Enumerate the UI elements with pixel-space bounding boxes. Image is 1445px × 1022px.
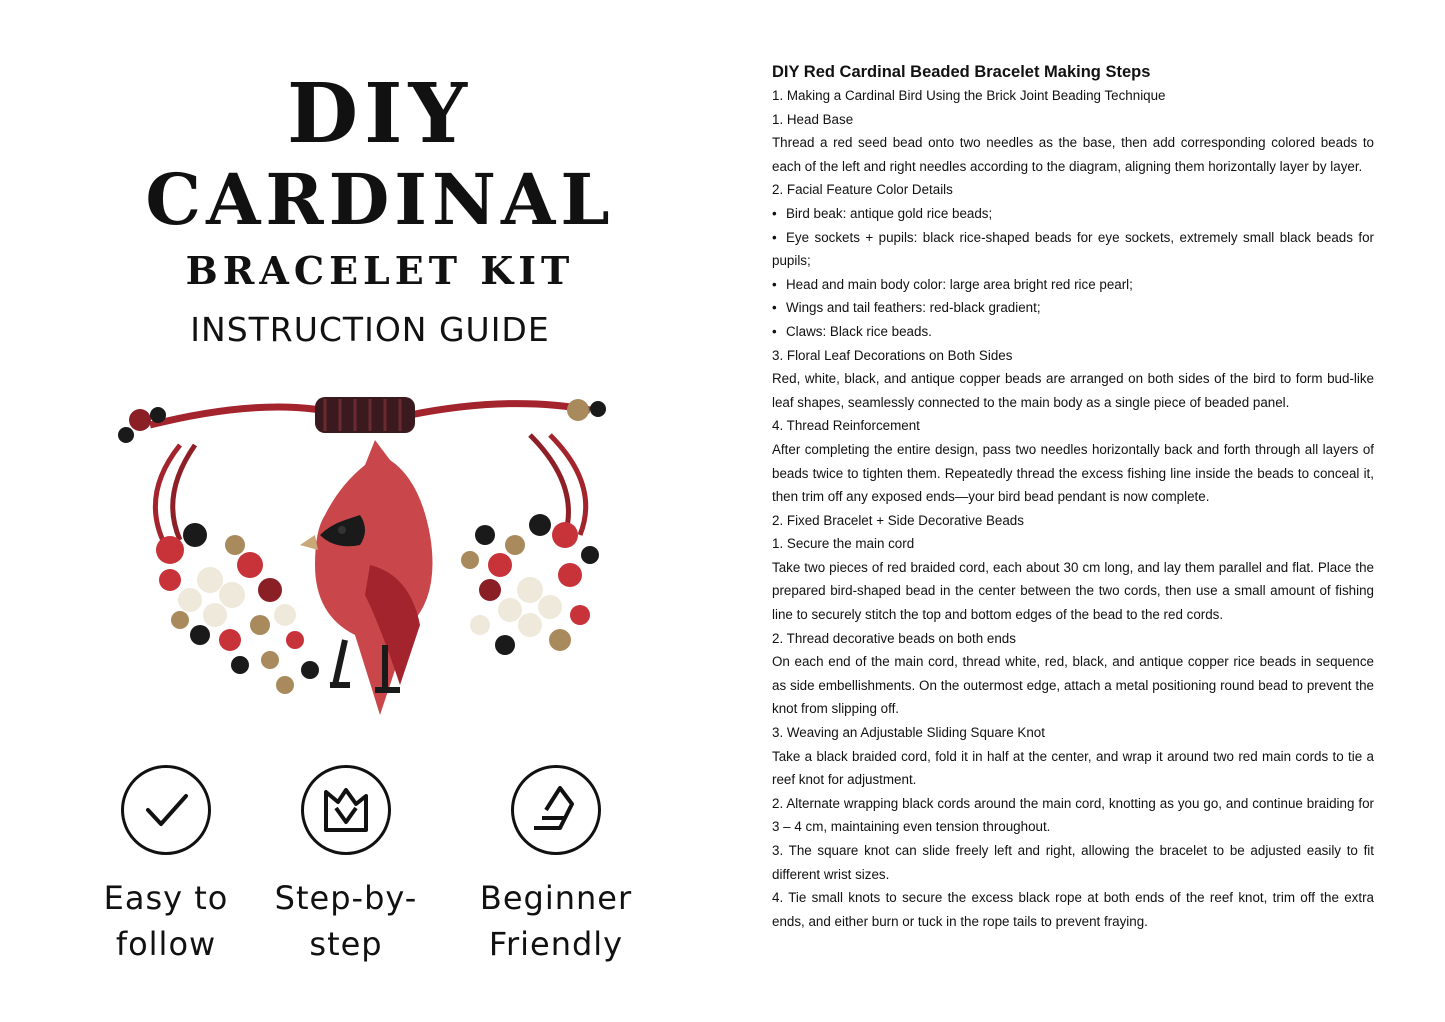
bullet-item: • Eye sockets + pupils: black rice-shaped beads for eye sockets, extremely small black beads for pupils; [772,226,1374,273]
feature-easy-to-follow [66,765,266,967]
instruction-line: 4. Thread Reinforcement [772,418,920,434]
instruction-line: 2. Thread decorative beads on both ends [772,630,1016,646]
instruction-line: On each end of the main cord, thread white, red, black, and antique copper rice beads in sequence as side embellishments. On the outermost edge, attach a metal positioning round bead to prevent the knot from slipping off. [772,654,1374,717]
instruction-line: Thread a red seed bead onto two needles as the base, then add corresponding colored beads to each of the left and right needles according to the diagram, aligning them horizontally layer by layer. [772,135,1374,174]
feature-label: Step-by- step [274,879,418,963]
instructions-panel [772,60,1374,933]
feature-label: Easy to follow [103,879,229,963]
instruction-line: Take a black braided cord, fold it in half at the center, and wrap it around two red main cords to tie a reef knot for adjustment. [772,748,1374,788]
bracelet-illustration [110,385,630,725]
feature-step-by-step [246,765,446,967]
triangle-a-icon [511,765,601,855]
instruction-line: 3. Weaving an Adjustable Sliding Square Knot [772,725,1045,741]
bullet-item: • Wings and tail feathers: red-black gradient; [772,296,1374,320]
cover-title-line3: BRACELET KIT [185,248,575,293]
instruction-line: Take two pieces of red braided cord, each about 30 cm long, and lay them parallel and flat. Place the prepared bird-shaped bead in the center between the two cords, then use a small amount of fishing line to securely stitch the top and bottom edges of the bead to the red cords. [772,559,1374,623]
instruction-line: 4. Tie small knots to secure the excess black rope at both ends of the reef knot, trim off the extra ends, and either burn or tuck in the rope tails to prevent fraying. [772,890,1374,929]
instructions-body [772,84,1374,933]
instruction-line: 2. Facial Feature Color Details [772,182,953,198]
bullet-item: • Bird beak: antique gold rice beads; [772,202,1374,226]
cover-title-line2: CARDINAL [145,158,615,241]
instruction-line: 2. Fixed Bracelet + Side Decorative Beads [772,512,1024,528]
bullet-item: • Claws: Black rice beads. [772,320,1374,344]
instruction-line: After completing the entire design, pass two needles horizontally back and forth through all layers of beads twice to tighten them. Repeatedly thread the excess fishing line inside the beads to conceal it, then trim off any exposed ends—your bird bead pendant is now complete. [772,441,1374,505]
instruction-line: 3. Floral Leaf Decorations on Both Sides [772,347,1013,363]
feature-beginner-friendly [456,765,656,967]
instruction-line: 2. Alternate wrapping black cords around the main cord, knotting as you go, and continue braiding for 3 – 4 cm, maintaining even tension throughout. [772,795,1374,835]
instruction-line: 1. Secure the main cord [772,536,915,552]
feature-label: Beginner Friendly [479,879,633,963]
instruction-line: Red, white, black, and antique copper beads are arranged on both sides of the bird to form bud-like leaf shapes, seamlessly connected to the main body as a single piece of beaded panel. [772,371,1374,410]
cover-subtitle: INSTRUCTION GUIDE [190,310,550,349]
instruction-line: 1. Head Base [772,111,854,127]
instruction-line: 1. Making a Cardinal Bird Using the Brick Joint Beading Technique [772,88,1166,103]
bullet-item: • Head and main body color: large area bright red rice pearl; [772,273,1374,297]
instructions-title: DIY Red Cardinal Beaded Bracelet Making Steps [772,63,1151,81]
checkmark-icon [121,765,211,855]
crown-badge-icon [301,765,391,855]
instruction-line: 3. The square knot can slide freely left and right, allowing the bracelet to be adjusted easily to fit different wrist sizes. [772,843,1374,882]
cover-title-line1: DIY [286,66,473,162]
